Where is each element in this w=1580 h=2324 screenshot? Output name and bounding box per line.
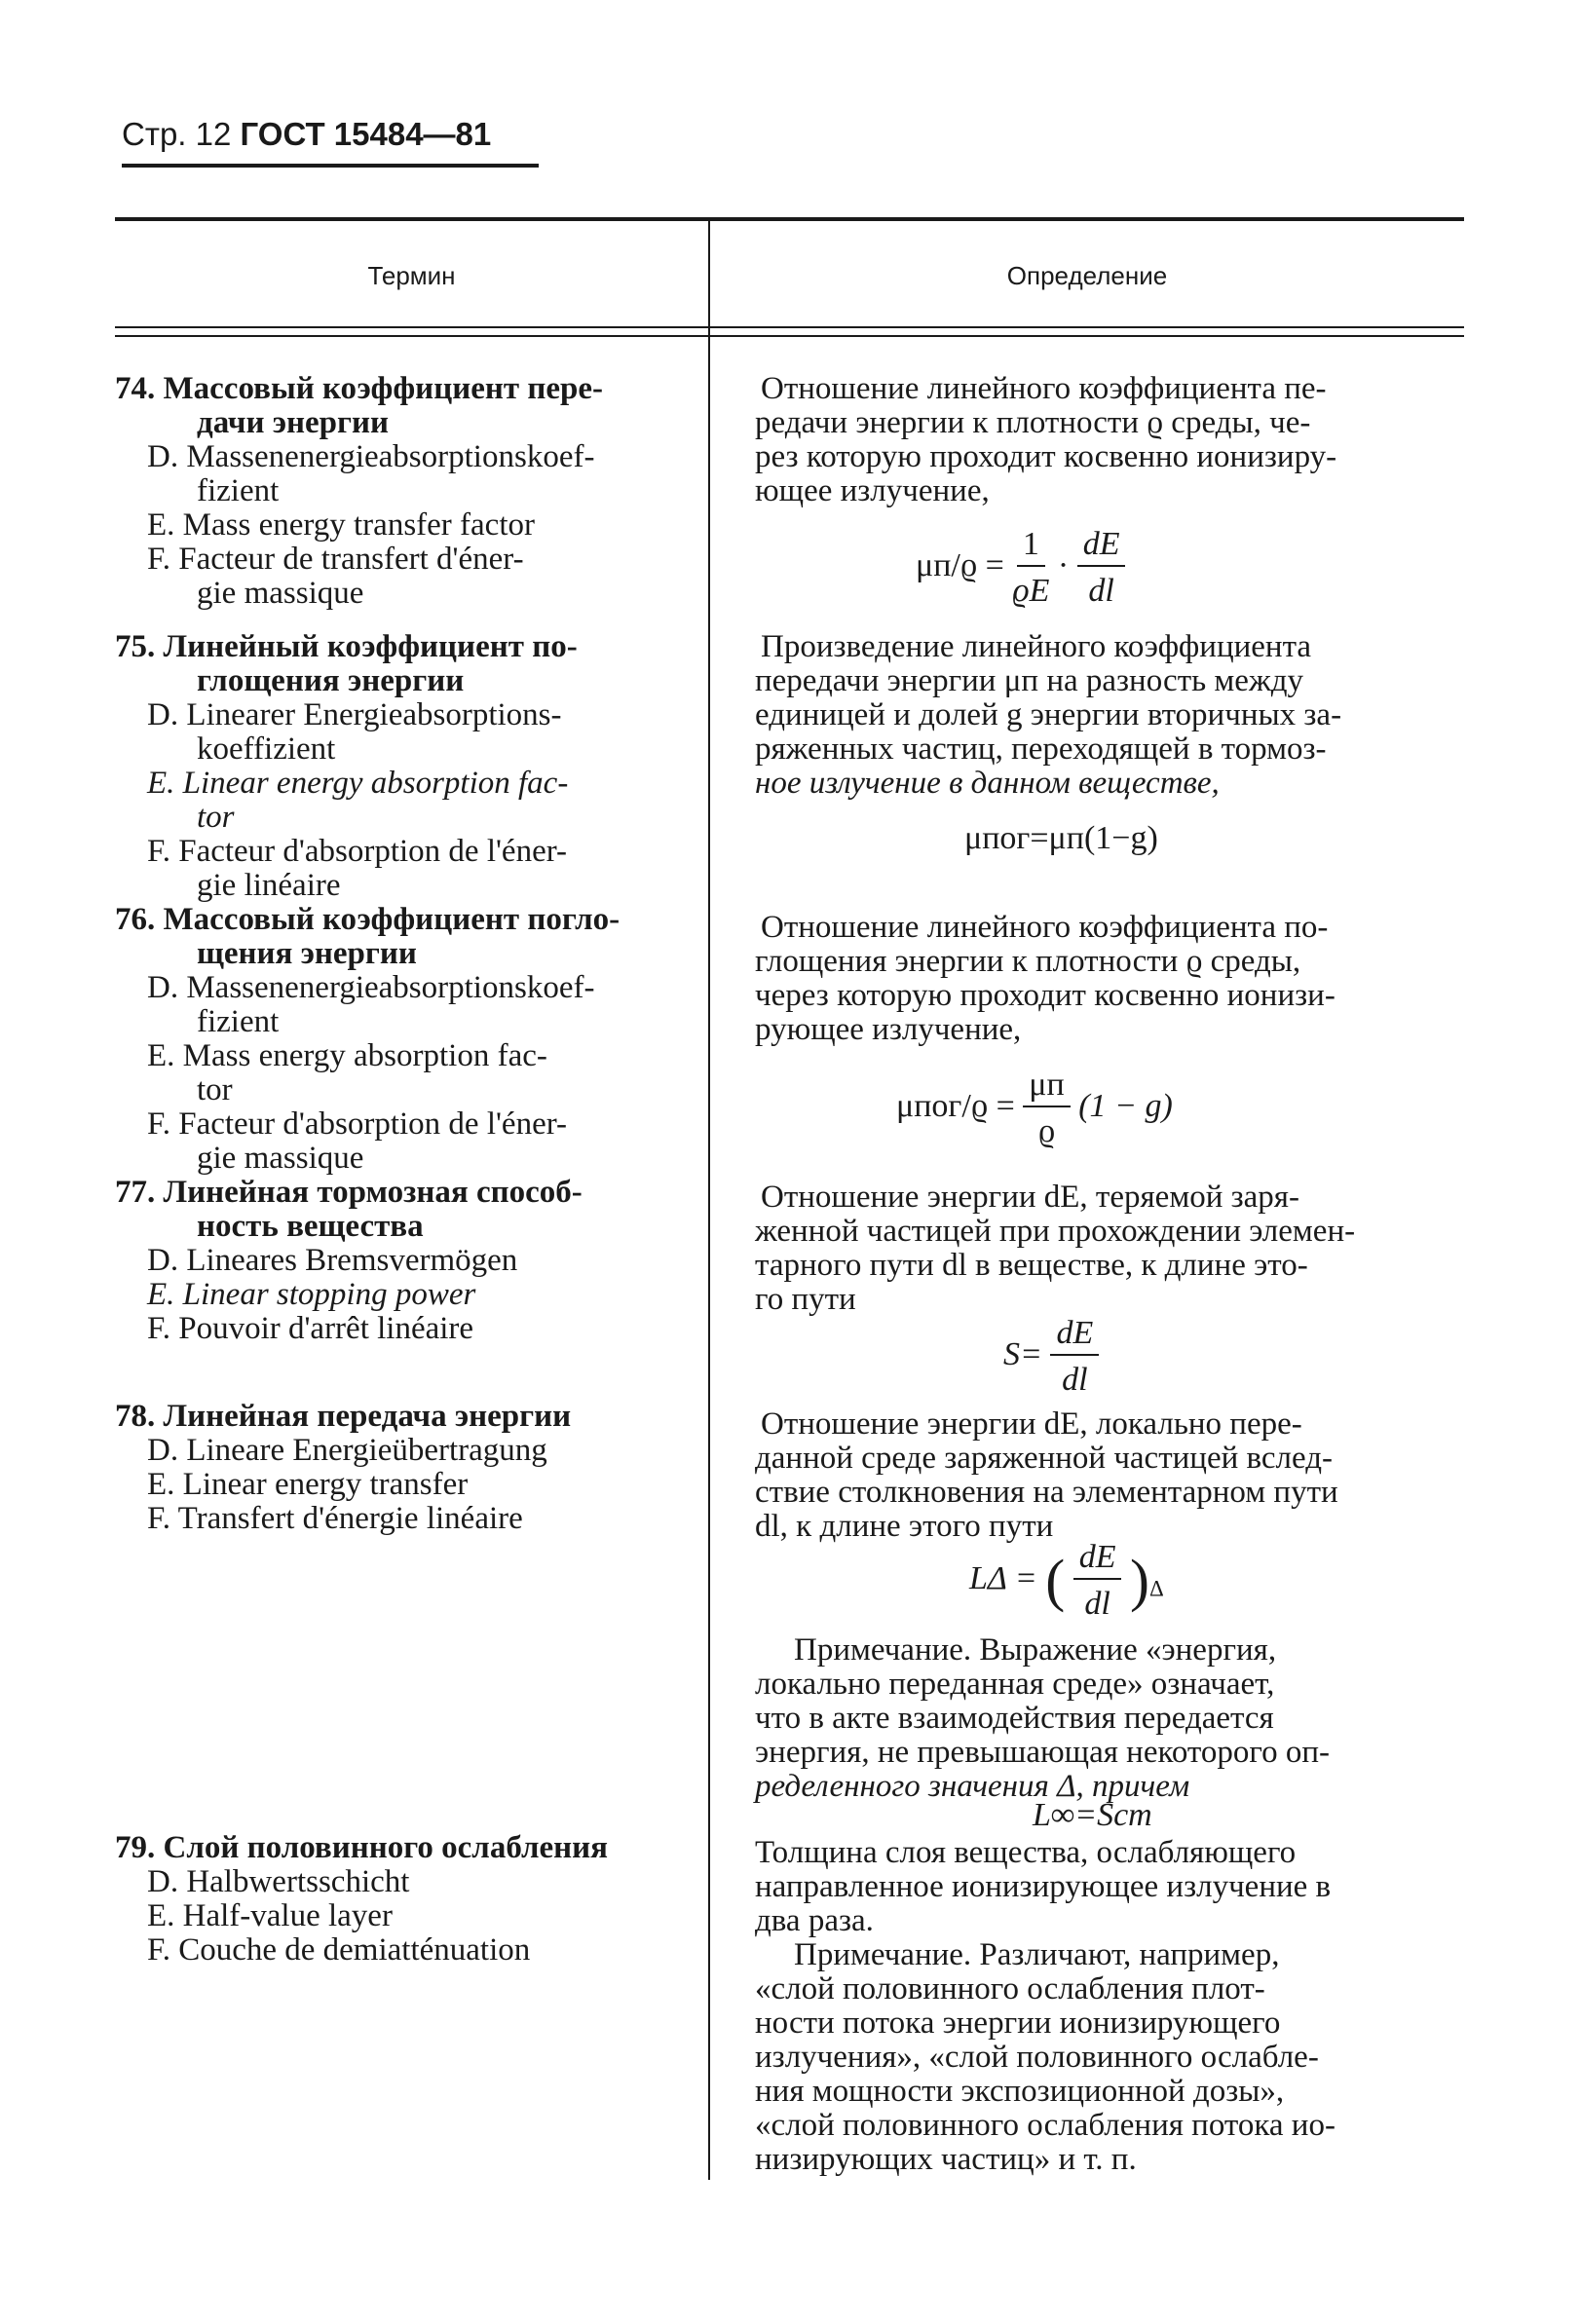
definition-line: Отношение энергии dE, теряемой заря- (761, 1180, 1299, 1215)
table-header-rule (115, 326, 1464, 337)
term-en-line: E. Linear energy transfer (147, 1467, 469, 1502)
note-78 (755, 1633, 1456, 1804)
formula-lhs: LΔ = (969, 1559, 1037, 1596)
formula-76 (896, 1067, 1173, 1150)
definition-line: го пути (755, 1282, 856, 1317)
denominator: dl (1088, 573, 1114, 609)
term-78 (115, 1400, 699, 1536)
formula-77 (1003, 1315, 1099, 1399)
fraction (1077, 526, 1126, 610)
term-74 (115, 372, 699, 611)
term-fr-line: F. Facteur d'absorption de l'éner- (147, 834, 568, 869)
note-line: ния мощности экспозиционной дозы», (755, 2074, 1285, 2109)
term-fr-line: F. Transfert d'énergie linéaire (147, 1501, 523, 1536)
term-79 (115, 1831, 699, 1968)
term-ru-line: 77. Линейная тормозная способ- (115, 1175, 583, 1210)
term-ru-line: 79. Слой половинного ослабления (115, 1830, 609, 1865)
definition-line: Произведение линейного коэффициента (761, 629, 1312, 664)
denominator: ϱ (1037, 1113, 1056, 1149)
definition-74 (755, 372, 1456, 508)
document-code: ГОСТ 15484—81 (240, 116, 492, 152)
formula-74 (916, 526, 1125, 610)
formula-rhs: (1 − g) (1078, 1087, 1173, 1124)
note-line: локально переданная среде» означает, (755, 1667, 1275, 1702)
term-fr-line: gie massique (197, 576, 364, 611)
term-fr-line: F. Couche de demiatténuation (147, 1932, 531, 1968)
formula-text: L∞=Sст (1033, 1797, 1152, 1833)
term-76 (115, 903, 699, 1176)
note-line: что в акте взаимодействия передается (755, 1701, 1274, 1736)
page-number: Стр. 12 (122, 116, 232, 152)
definition-76 (755, 911, 1456, 1047)
formula-text: μпог=μп(1−g) (964, 820, 1158, 856)
multiply-dot: · (1057, 546, 1070, 583)
note-79 (755, 1938, 1456, 2177)
note-line: «слой половинного ослабления потока ио- (755, 2108, 1335, 2143)
left-paren-icon: ( (1045, 1548, 1066, 1613)
definition-line: рез которую проходит косвенно ионизиру- (755, 439, 1337, 474)
right-paren-icon: ) (1129, 1548, 1149, 1613)
formula-lhs: μп/ϱ = (916, 546, 1004, 583)
term-fr-line: F. Pouvoir d'arrêt linéaire (147, 1311, 474, 1346)
column-header-term: Термин (367, 261, 456, 290)
definition-line: рующее излучение, (755, 1012, 1022, 1047)
term-fr-line: F. Facteur de transfert d'éner- (147, 542, 524, 577)
fraction (1050, 1315, 1099, 1399)
numerator: dE (1077, 526, 1126, 567)
term-de-line: D. Halbwertsschicht (147, 1864, 410, 1899)
note-line: Примечание. Выражение «энергия, (794, 1632, 1277, 1668)
term-en-line: E. Mass energy absorption fac- (147, 1038, 547, 1073)
definition-line: ное излучение в данном веществе, (755, 766, 1220, 801)
denominator: dl (1062, 1362, 1088, 1398)
definition-line: данной среде заряженной частицей вслед- (755, 1441, 1334, 1476)
column-divider (708, 217, 710, 2180)
term-de-line: D. Massenenergieabsorptionskoef- (147, 439, 595, 474)
note-line: низирующих частиц» и т. п. (755, 2142, 1137, 2177)
term-de-line: koeffizient (197, 731, 336, 767)
definition-line: ряженных частиц, переходящей в тормоз- (755, 731, 1327, 767)
definition-line: единицей и долей g энергии вторичных за- (755, 697, 1342, 732)
term-en-line: E. Mass energy transfer factor (147, 507, 535, 543)
definition-line: dl, к длине этого пути (755, 1509, 1054, 1544)
term-en-line: E. Linear stopping power (147, 1277, 476, 1312)
definition-line: передачи энергии μп на разность между (755, 663, 1304, 698)
formula-lhs: μпог/ϱ = (896, 1087, 1015, 1124)
note-line: ности потока энергии ионизирующего (755, 2005, 1281, 2041)
definition-line: тарного пути dl в веществе, к длине это- (755, 1248, 1308, 1283)
definition-line: Отношение энергии dE, локально пере- (761, 1406, 1302, 1442)
term-en-line: E. Half-value layer (147, 1898, 393, 1933)
definition-line: Отношение линейного коэффициента по- (761, 910, 1329, 945)
term-ru-line: 76. Массовый коэффициент погло- (115, 902, 621, 937)
numerator: 1 (1017, 526, 1045, 567)
term-ru-line: 74. Массовый коэффициент пере- (115, 371, 603, 406)
term-en-line: tor (197, 1072, 233, 1107)
term-en-line: tor (197, 800, 235, 835)
term-de-line: D. Lineare Energieübertragung (147, 1433, 547, 1468)
denominator: dl (1084, 1586, 1110, 1622)
formula-lhs: S= (1003, 1335, 1042, 1372)
formula-75 (964, 820, 1158, 857)
note-line: излучения», «слой половинного ослабле- (755, 2040, 1319, 2075)
numerator: dE (1073, 1539, 1122, 1580)
fraction (1073, 1539, 1122, 1623)
term-ru-line: 75. Линейный коэффициент по- (115, 629, 578, 664)
term-fr-line: gie linéaire (197, 868, 341, 903)
term-ru-line: дачи энергии (197, 405, 390, 440)
term-ru-line: щения энергии (197, 936, 417, 971)
term-75 (115, 630, 699, 903)
term-de-line: D. Linearer Energieabsorptions- (147, 697, 562, 732)
definition-line: женной частицей при прохождении элемен- (755, 1214, 1356, 1249)
term-ru-line: 78. Линейная передача энергии (115, 1399, 572, 1434)
term-en-line: E. Linear energy absorption fac- (147, 766, 569, 801)
note-line: энергия, не превышающая некоторого оп- (755, 1735, 1330, 1770)
definition-line: глощения энергии к плотности ϱ среды, (755, 944, 1301, 979)
term-fr-line: F. Facteur d'absorption de l'éner- (147, 1106, 568, 1142)
fraction (1012, 526, 1049, 610)
definition-line: ствие столкновения на элементарном пути (755, 1475, 1338, 1510)
fraction (1023, 1067, 1070, 1150)
term-fr-line: gie massique (197, 1141, 364, 1176)
definition-78 (755, 1407, 1456, 1544)
definition-line: направленное ионизирующее излучение в (755, 1869, 1332, 1904)
term-77 (115, 1176, 699, 1346)
term-de-line: D. Massenenergieabsorptionskoef- (147, 970, 595, 1005)
definition-line: через которую проходит косвенно ионизи- (755, 978, 1335, 1013)
definition-line: Отношение линейного коэффициента пе- (761, 371, 1327, 406)
page-header (122, 105, 539, 168)
term-ru-line: ность вещества (197, 1209, 424, 1244)
formula-subscript: Δ (1148, 1576, 1164, 1601)
definition-79 (755, 1836, 1456, 1938)
formula-78 (969, 1539, 1164, 1623)
definition-line: редачи энергии к плотности ϱ среды, че- (755, 405, 1311, 440)
definition-77 (755, 1181, 1456, 1317)
definition-line: ющее излучение, (755, 473, 990, 508)
note-line: «слой половинного ослабления плот- (755, 1971, 1265, 2006)
term-de-line: fizient (197, 473, 280, 508)
note-line: ределенного значения Δ, причем (755, 1769, 1190, 1804)
term-de-line: D. Lineares Bremsvermögen (147, 1243, 518, 1278)
note-line: Примечание. Различают, например, (794, 1937, 1280, 1972)
denominator: ϱE (1012, 573, 1050, 609)
table-top-rule (115, 217, 1464, 221)
term-ru-line: глощения энергии (197, 663, 465, 698)
formula-78b (1033, 1797, 1152, 1834)
numerator: dE (1050, 1315, 1099, 1356)
numerator: μп (1023, 1067, 1070, 1107)
term-de-line: fizient (197, 1004, 280, 1039)
definition-line: Толщина слоя вещества, ослабляющего (755, 1835, 1297, 1870)
column-header-definition: Определение (1006, 261, 1168, 290)
definition-line: два раза. (755, 1903, 874, 1938)
definition-75 (755, 630, 1456, 801)
